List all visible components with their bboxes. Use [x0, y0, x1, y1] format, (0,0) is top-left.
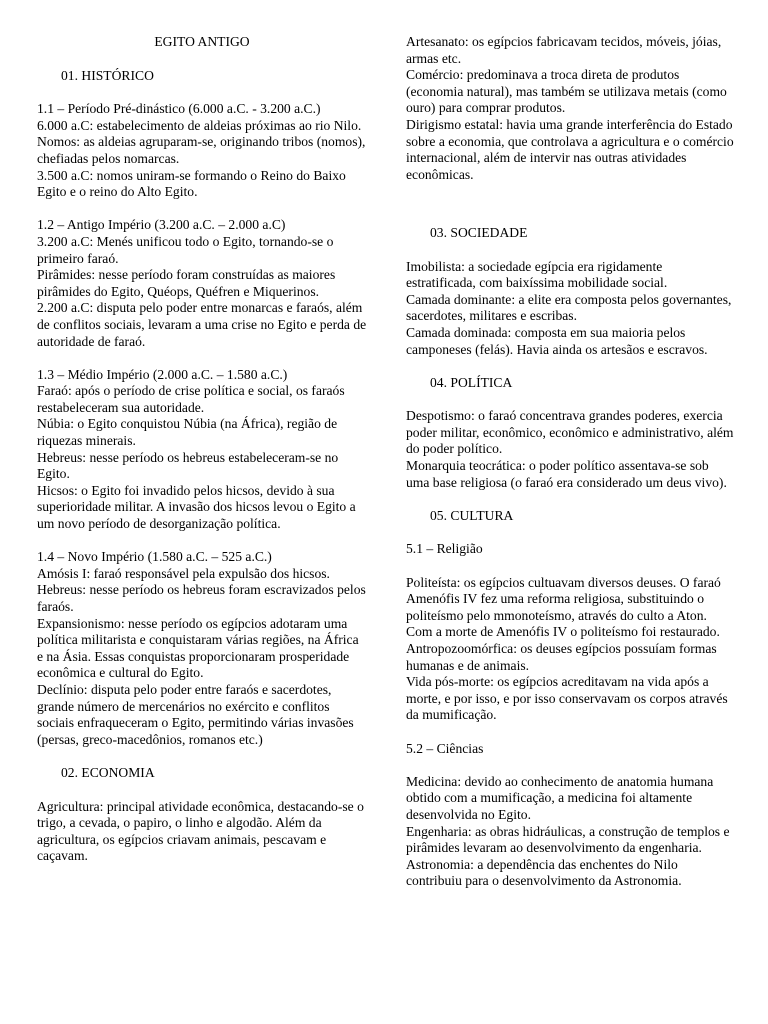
text-line: Camada dominada: composta em sua maioria pelos camponeses (felás). Havia ainda os artesãos e escravos.: [406, 324, 708, 357]
text-line: Comércio: predominava a troca direta de produtos (economia natural), mas também se utilizava metais (como ouro) para comprar produtos.: [406, 67, 727, 116]
text-line: Dirigismo estatal: havia uma grande interferência do Estado sobre a economia, que controlava a agricultura e o comércio internacional, além de intervir nas outras atividades econômicas.: [406, 116, 734, 182]
text-line: Pirâmides: nesse período foram construídas as maiores pirâmides do Egito, Quéops, Quéfren e Miquerinos.: [37, 267, 336, 299]
paragraph-ciencias: [406, 774, 734, 890]
text-line: Monarquia teocrática: o poder político assentava-se sob uma base religiosa (o faraó era considerado um deus vivo).: [406, 458, 727, 490]
section-heading-historico: 01. HISTÓRICO: [61, 67, 154, 83]
subheading-antigo-imperio: 1.2 – Antigo Império (3.200 a.C. – 2.000 a.C): [37, 217, 286, 233]
section-heading-cultura: 05. CULTURA: [430, 507, 514, 523]
text-line: Politeísta: os egípcios cultuavam diversos deuses. O faraó Amenófis IV fez uma reforma religiosa, substituindo o politeísmo pelo mmonoteísmo, através do culto a Aton. Com a morte de Amenófis IV o politeísmo foi restaurado.: [406, 574, 721, 640]
section-heading-sociedade: 03. SOCIEDADE: [430, 224, 528, 240]
subheading-medio-imperio: 1.3 – Médio Império (2.000 a.C. – 1.580 a.C.): [37, 366, 288, 382]
text-line: Imobilista: a sociedade egípcia era rigidamente estratificada, com baixíssima mobilidade social.: [406, 258, 668, 291]
subheading-ciencias: 5.2 – Ciências: [406, 740, 484, 756]
spacer: [406, 200, 734, 225]
text-line: Astronomia: a dependência das enchentes do Nilo contribuiu para o desenvolvimento da Astronomia.: [406, 856, 682, 889]
text-line: Núbia: o Egito conquistou Núbia (na África), região de riquezas minerais.: [37, 416, 338, 449]
paragraph-religiao: [406, 575, 734, 724]
subheading-novo-imperio: 1.4 – Novo Império (1.580 a.C. – 525 a.C.): [37, 549, 272, 565]
text-line: Vida pós-morte: os egípcios acreditavam na vida após a morte, e por isso, e por isso conservavam os corpos através da mumificação.: [406, 674, 728, 723]
subheading-religiao: 5.1 – Religião: [406, 541, 483, 557]
paragraph-pre-dinastico: [37, 101, 367, 201]
paragraph-economia-continued: [406, 34, 734, 183]
text-line: Medicina: devido ao conhecimento de anatomia humana obtido com a mumificação, a medicina foi altamente desenvolvida no Egito.: [406, 773, 714, 822]
text-line: Camada dominante: a elite era composta pelos governantes, sacerdotes, militares e escribas.: [406, 291, 732, 324]
text-line: 6.000 a.C: estabelecimento de aldeias próximas ao rio Nilo.: [37, 117, 362, 133]
subheading-pre-dinastico: 1.1 – Período Pré-dinástico (6.000 a.C. - 3.200 a.C.): [37, 101, 321, 117]
text-line: Agricultura: principal atividade econômica, destacando-se o trigo, a cevada, o papiro, o linho e algodão. Além da agricultura, os egípcios criavam animais, pescavam e caçavam.: [37, 798, 364, 864]
text-line: 3.500 a.C: nomos uniram-se formando o Reino do Baixo Egito e o reino do Alto Egito.: [37, 167, 346, 200]
text-line: Hebreus: nesse período os hebreus foram escravizados pelos faraós.: [37, 582, 366, 614]
paragraph-sociedade: [406, 259, 734, 359]
text-line: Artesanato: os egípcios fabricavam tecidos, móveis, jóias, armas etc.: [406, 34, 722, 66]
paragraph-politica: [406, 408, 734, 491]
text-line: Expansionismo: nesse período os egípcios adotaram uma política militarista e conquistaram várias regiões, na África e na Ásia. Essas conquistas proporcionaram prosperidade econômica e cultural do Egito.: [37, 615, 359, 681]
text-line: 2.200 a.C: disputa pelo poder entre monarcas e faraós, além de conflitos sociais, levaram a uma crise no Egito e perda de autoridade de faraó.: [37, 300, 367, 349]
text-line: Engenharia: as obras hidráulicas, a construção de templos e pirâmides levaram ao desenvolvimento da engenharia.: [406, 823, 730, 856]
text-line: Faraó: após o período de crise política e social, os faraós restabeleceram sua autoridade.: [37, 383, 345, 415]
text-line: Nomos: as aldeias agruparam-se, originando tribos (nomos), chefiadas pelos nomarcas.: [37, 134, 366, 166]
text-line: Amósis I: faraó responsável pela expulsão dos hicsos.: [37, 565, 330, 581]
paragraph-antigo-imperio: [37, 217, 367, 350]
text-line: Antropozoomórfica: os deuses egípcios possuíam formas humanas e de animais.: [406, 641, 717, 673]
text-line: Hebreus: nesse período os hebreus estabeleceram-se no Egito.: [37, 449, 339, 482]
text-line: 3.200 a.C: Menés unificou todo o Egito, tornando-se o primeiro faraó.: [37, 233, 334, 266]
right-column: [406, 34, 734, 890]
paragraph-agricultura: [37, 799, 367, 865]
text-line: Declínio: disputa pelo poder entre faraós e sacerdotes, grande número de mercenários no exército e conflitos sociais enfraqueceram o Egito, permitindo várias invasões (persas, greco-macedônios, romanos etc.): [37, 681, 354, 747]
paragraph-medio-imperio: [37, 367, 367, 533]
paragraph-novo-imperio: [37, 549, 367, 748]
section-heading-politica: 04. POLÍTICA: [430, 374, 513, 390]
text-line: Hicsos: o Egito foi invadido pelos hicsos, devido à sua superioridade militar. A invasão dos hicsos levou o Egito a um novo período de desorganização política.: [37, 482, 356, 532]
left-column: [37, 34, 367, 865]
document-title: EGITO ANTIGO: [154, 34, 250, 49]
section-heading-economia: 02. ECONOMIA: [61, 764, 155, 780]
text-line: Despotismo: o faraó concentrava grandes poderes, exercia poder militar, econômico, econômico e administrativo, além do poder político.: [406, 408, 734, 457]
